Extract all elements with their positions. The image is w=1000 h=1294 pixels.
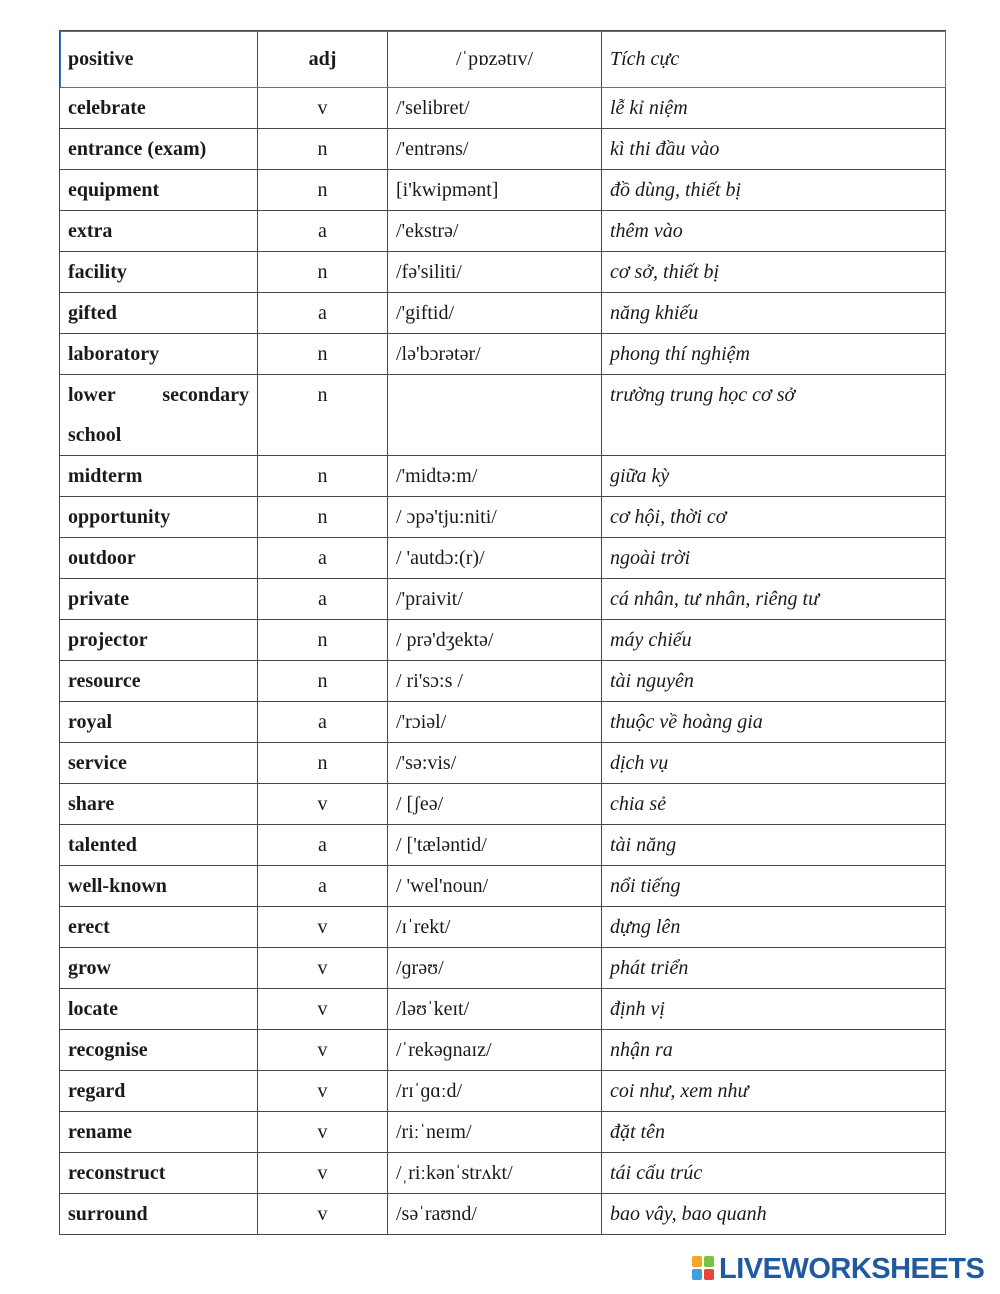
- liveworksheets-brand: [692, 1252, 984, 1286]
- meaning-cell: cá nhân, tư nhân, riêng tư: [602, 579, 946, 620]
- pronunciation-cell: / 'autdɔ:(r)/: [388, 538, 602, 579]
- table-row: [60, 743, 946, 784]
- table-row: [60, 620, 946, 661]
- word-cell: opportunity: [60, 497, 258, 538]
- table-row: [60, 88, 946, 129]
- table-row: [60, 1194, 946, 1235]
- word-cell: recognise: [60, 1030, 258, 1071]
- pronunciation-cell: /'sə:vis/: [388, 743, 602, 784]
- meaning-cell: tái cấu trúc: [602, 1153, 946, 1194]
- meaning-cell: định vị: [602, 989, 946, 1030]
- vocabulary-table-body: [60, 31, 946, 1235]
- part-of-speech-cell: a: [258, 211, 388, 252]
- meaning-cell: coi như, xem như: [602, 1071, 946, 1112]
- brand-text: LIVEWORKSHEETS: [719, 1252, 985, 1285]
- part-of-speech-cell: v: [258, 948, 388, 989]
- pronunciation-cell: /'entrəns/: [388, 129, 602, 170]
- word-line: [68, 375, 249, 415]
- word-line: school: [68, 424, 122, 446]
- meaning-cell: máy chiếu: [602, 620, 946, 661]
- meaning-cell: cơ sở, thiết bị: [602, 252, 946, 293]
- part-of-speech-cell: n: [258, 661, 388, 702]
- word-cell: share: [60, 784, 258, 825]
- meaning-cell: đặt tên: [602, 1112, 946, 1153]
- meaning-cell: phát triển: [602, 948, 946, 989]
- meaning-cell: phong thí nghiệm: [602, 334, 946, 375]
- word-cell: projector: [60, 620, 258, 661]
- pronunciation-cell: /fə'siliti/: [388, 252, 602, 293]
- pronunciation-cell: /'midtə:m/: [388, 456, 602, 497]
- table-row: [60, 948, 946, 989]
- word-cell: facility: [60, 252, 258, 293]
- part-of-speech-cell: v: [258, 1194, 388, 1235]
- part-of-speech-cell: a: [258, 702, 388, 743]
- word-cell: regard: [60, 1071, 258, 1112]
- pronunciation-cell: /'giftid/: [388, 293, 602, 334]
- table-row: [60, 129, 946, 170]
- part-of-speech-cell: n: [258, 456, 388, 497]
- meaning-cell: Tích cực: [602, 31, 946, 88]
- part-of-speech-cell: v: [258, 1030, 388, 1071]
- pronunciation-cell: /ˈrekəɡnaɪz/: [388, 1030, 602, 1071]
- word-cell: talented: [60, 825, 258, 866]
- word-cell: positive: [60, 31, 258, 88]
- liveworksheets-logo-icon: [692, 1256, 716, 1282]
- pronunciation-cell: [i'kwipmənt]: [388, 170, 602, 211]
- word-cell: grow: [60, 948, 258, 989]
- pronunciation-cell: / 'wel'noun/: [388, 866, 602, 907]
- meaning-cell: nổi tiếng: [602, 866, 946, 907]
- part-of-speech-cell: a: [258, 825, 388, 866]
- table-row: [60, 375, 946, 456]
- part-of-speech-cell: a: [258, 293, 388, 334]
- part-of-speech-cell: v: [258, 784, 388, 825]
- pronunciation-cell: /riːˈneɪm/: [388, 1112, 602, 1153]
- part-of-speech-cell: adj: [258, 31, 388, 88]
- pronunciation-cell: /'praivit/: [388, 579, 602, 620]
- table-row: [60, 1030, 946, 1071]
- word-cell: entrance (exam): [60, 129, 258, 170]
- word-cell: rename: [60, 1112, 258, 1153]
- table-row: [60, 784, 946, 825]
- meaning-cell: bao vây, bao quanh: [602, 1194, 946, 1235]
- part-of-speech-cell: n: [258, 375, 388, 456]
- word-cell: outdoor: [60, 538, 258, 579]
- table-row: [60, 661, 946, 702]
- table-row: [60, 907, 946, 948]
- table-row: [60, 538, 946, 579]
- pronunciation-cell: / ['tæləntid/: [388, 825, 602, 866]
- part-of-speech-cell: n: [258, 170, 388, 211]
- meaning-cell: ngoài trời: [602, 538, 946, 579]
- meaning-cell: tài nguyên: [602, 661, 946, 702]
- pronunciation-cell: /ˌriːkənˈstrʌkt/: [388, 1153, 602, 1194]
- pronunciation-cell: /'rɔiəl/: [388, 702, 602, 743]
- meaning-cell: chia sẻ: [602, 784, 946, 825]
- word-cell: equipment: [60, 170, 258, 211]
- meaning-cell: tài năng: [602, 825, 946, 866]
- pronunciation-cell: /səˈraʊnd/: [388, 1194, 602, 1235]
- meaning-cell: cơ hội, thời cơ: [602, 497, 946, 538]
- meaning-cell: giữa kỳ: [602, 456, 946, 497]
- pronunciation-cell: / ɔpə'tju:niti/: [388, 497, 602, 538]
- word-cell: erect: [60, 907, 258, 948]
- table-row: [60, 989, 946, 1030]
- table-row: [60, 1153, 946, 1194]
- part-of-speech-cell: v: [258, 907, 388, 948]
- part-of-speech-cell: n: [258, 620, 388, 661]
- part-of-speech-cell: v: [258, 1153, 388, 1194]
- table-row: [60, 866, 946, 907]
- meaning-cell: năng khiếu: [602, 293, 946, 334]
- pronunciation-cell: /'ekstrə/: [388, 211, 602, 252]
- part-of-speech-cell: n: [258, 497, 388, 538]
- meaning-cell: kì thi đầu vào: [602, 129, 946, 170]
- meaning-cell: dịch vụ: [602, 743, 946, 784]
- table-row: [60, 825, 946, 866]
- meaning-cell: lễ kỉ niệm: [602, 88, 946, 129]
- pronunciation-cell: /'selibret/: [388, 88, 602, 129]
- part-of-speech-cell: v: [258, 88, 388, 129]
- word-cell: private: [60, 579, 258, 620]
- word-cell: [60, 375, 258, 456]
- part-of-speech-cell: v: [258, 989, 388, 1030]
- pronunciation-cell: [388, 375, 602, 456]
- word-cell: extra: [60, 211, 258, 252]
- word-cell: laboratory: [60, 334, 258, 375]
- table-row: [60, 497, 946, 538]
- meaning-cell: thêm vào: [602, 211, 946, 252]
- part-of-speech-cell: n: [258, 334, 388, 375]
- table-row: [60, 702, 946, 743]
- word-cell: celebrate: [60, 88, 258, 129]
- table-row: [60, 579, 946, 620]
- pronunciation-cell: /ˈpɒzətɪv/: [388, 31, 602, 88]
- meaning-cell: đồ dùng, thiết bị: [602, 170, 946, 211]
- word-cell: midterm: [60, 456, 258, 497]
- part-of-speech-cell: a: [258, 866, 388, 907]
- meaning-cell: thuộc về hoàng gia: [602, 702, 946, 743]
- pronunciation-cell: / [ʃeə/: [388, 784, 602, 825]
- word-cell: surround: [60, 1194, 258, 1235]
- meaning-cell: trường trung học cơ sở: [602, 375, 946, 456]
- table-row: [60, 1112, 946, 1153]
- table-row: [60, 1071, 946, 1112]
- pronunciation-cell: / prə'dʒektə/: [388, 620, 602, 661]
- part-of-speech-cell: v: [258, 1071, 388, 1112]
- part-of-speech-cell: a: [258, 579, 388, 620]
- word-cell: locate: [60, 989, 258, 1030]
- table-row: [60, 252, 946, 293]
- pronunciation-cell: /ɡrəʊ/: [388, 948, 602, 989]
- word-part: lower: [68, 384, 116, 406]
- pronunciation-cell: /ɪˈrekt/: [388, 907, 602, 948]
- word-cell: well-known: [60, 866, 258, 907]
- pronunciation-cell: /lə'bɔrətər/: [388, 334, 602, 375]
- part-of-speech-cell: n: [258, 743, 388, 784]
- pronunciation-cell: /rɪˈɡɑːd/: [388, 1071, 602, 1112]
- table-row: [60, 170, 946, 211]
- word-cell: reconstruct: [60, 1153, 258, 1194]
- word-part: secondary: [162, 384, 249, 406]
- word-cell: service: [60, 743, 258, 784]
- pronunciation-cell: /ləʊˈkeɪt/: [388, 989, 602, 1030]
- word-cell: resource: [60, 661, 258, 702]
- part-of-speech-cell: n: [258, 252, 388, 293]
- table-row: [60, 334, 946, 375]
- part-of-speech-cell: v: [258, 1112, 388, 1153]
- vocabulary-table: [59, 30, 946, 1235]
- meaning-cell: dựng lên: [602, 907, 946, 948]
- part-of-speech-cell: n: [258, 129, 388, 170]
- word-cell: gifted: [60, 293, 258, 334]
- table-row: [60, 211, 946, 252]
- meaning-cell: nhận ra: [602, 1030, 946, 1071]
- part-of-speech-cell: a: [258, 538, 388, 579]
- table-header-row: [60, 31, 946, 88]
- pronunciation-cell: / ri'sɔ:s /: [388, 661, 602, 702]
- word-cell: royal: [60, 702, 258, 743]
- table-row: [60, 293, 946, 334]
- table-row: [60, 456, 946, 497]
